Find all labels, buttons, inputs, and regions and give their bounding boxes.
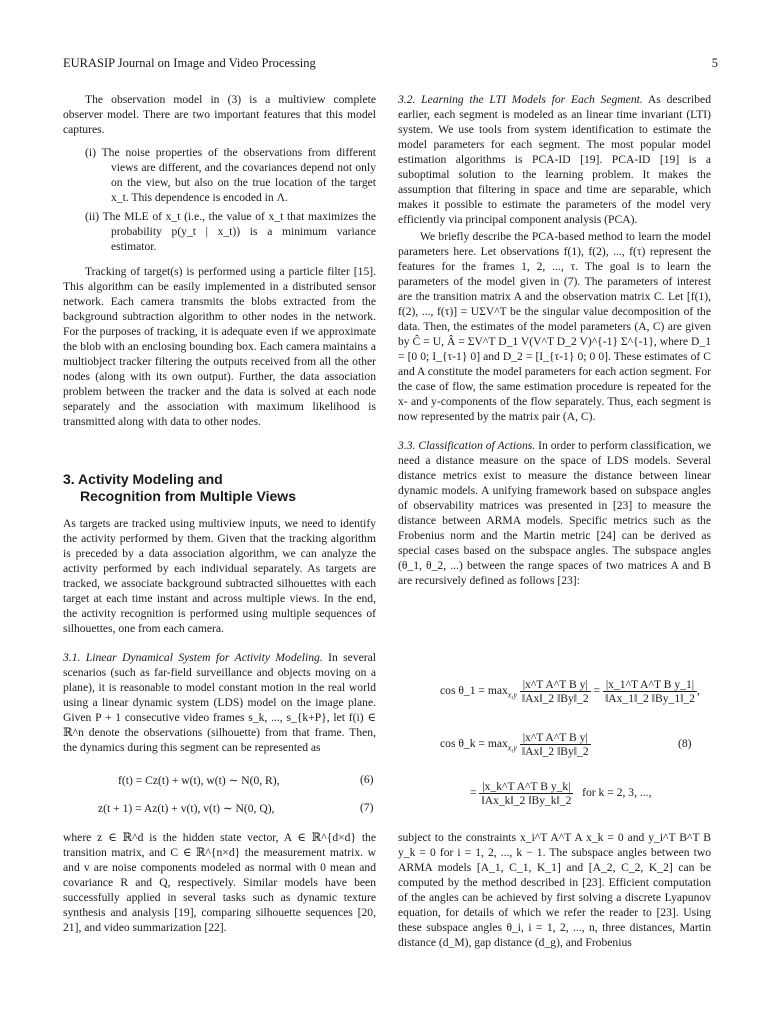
eq8-line3-condition: for k = 2, 3, ..., <box>582 786 652 800</box>
equation-8-line3: = $\frac{\text{|x\_k\textasciicircum{}T A\textasciicircum{}T B y\_k|}}{‖Ax\_k‖\_2 ‖By\_k‖\_2}$ for k = 2, 3, ..., <box>470 780 652 807</box>
left-column-section3 <box>63 516 376 755</box>
subsection-3-3-title: 3.3. Classification of Actions. <box>398 439 536 452</box>
eq8-line2-sub: x,y <box>507 743 517 753</box>
subsection-3-1 <box>63 650 376 755</box>
list-item-noise-properties: (i) The noise properties of the observations from different views are different, and the covariances depend not only on the view, but also on the true location of the target x_t. This dependence is encoded in Λ. <box>85 146 376 204</box>
paragraph-tracking: Tracking of target(s) is performed using a particle filter [15]. This algorithm can be easily implemented in a distributed sensor network. Each camera transmits the blobs extracted from the background subtraction algorithm to other nodes in the network. For the purposes of tracking, it is adequate even if we approximate the blob with an enclosing bounding box. Each camera maintains a multiobject tracker filtering the outputs received from all the other nodes (along with its own output). Further, the data association problem between the tracker and the data is solved at each node separately and the association with maximum likelihood is transmitted along with data to other nodes. <box>63 265 376 428</box>
equation-7-number: (7) <box>360 801 374 814</box>
eq8-line2-lhs: cos θ_k = max <box>440 737 508 751</box>
paragraph-activity-recognition: As targets are tracked using multiview inputs, we need to identify the activity performed by them. Given that the tracking algorithm is preceded by a data association algorithm, we can analyze the activity performed by each individual separately. As targets are tracked, we associate background subtracted silhouettes with each target at each time instant and across multiple views. In the end, the activity recognition is performed using multiple sequences of silhouettes, one from each camera. <box>63 517 376 635</box>
eq8-line3-num: |x_k^T A^T B y_k| <box>479 780 573 794</box>
equation-7: z(t + 1) = Az(t) + v(t), v(t) ∼ N(0, Q), <box>98 802 275 815</box>
subsection-3-2 <box>398 92 711 227</box>
eq8-line1-sub: x,y <box>507 690 517 700</box>
paragraph-subspace-constraints: subject to the constraints x_i^T A^T A x_k = 0 and y_i^T B^T B y_k = 0 for i = 1, 2, ..., k − 1. The subspace angles between two ARMA models [A_1, C_1, K_1] and [A_2, C_2, K_2] can be computed by the method described in [23]. Efficient computation of the angles can be achieved by first solving a discrete Lyapunov equation, for details of which we refer the reader to [23]. Using these subspace angles θ_i, i = 1, 2, ..., n, three distances, Martin distance (d_M), gap distance (d_g), and Frobenius <box>398 831 711 949</box>
eq8-line1-num2: |x_1^T A^T B y_1| <box>603 678 697 692</box>
left-column <box>63 92 376 429</box>
eq8-line1-lhs: cos θ_1 = max <box>440 684 508 698</box>
eq8-line1-num1: |x^T A^T B y| <box>520 678 591 692</box>
paragraph-observation-model: The observation model in (3) is a multiview complete observer model. There are two important features that this model captures. <box>63 93 376 136</box>
page-number: 5 <box>711 56 718 70</box>
right-column-bottom <box>398 830 711 950</box>
subsection-3-1-text: In several scenarios (such as far-field surveillance and objects moving on a plane), it is reasonable to model constant motion in the real world using a linear dynamic system (LDS) model on the image plane. Given P + 1 consecutive video frames s_k, ..., s_{k+P}, let f(i) ∈ ℝ^n denote the observations (silhouette) from that frame. Then, the dynamics during this segment can be represented as <box>63 651 376 754</box>
section-3-heading-line1: 3. Activity Modeling and <box>63 471 223 487</box>
equation-8-line1: cos θ_1 = $\max_{x,y}$ $\frac{\text{|x\textasciicircum{}T A\textasciicircum{}T B y|}}{‖Ax‖\_2 ‖By‖\_2}$ = $\frac{\text{|x\_1\textasciicircum{}T A\textasciicircum{}T B y\_1|}}{‖Ax\_1‖\_2 ‖By\_1‖\_2}$ , <box>440 678 700 705</box>
paragraph-pca-method: We briefly describe the PCA-based method to learn the model parameters here. Let observations f(1), f(2), ..., f(τ) represent the features for the frames 1, 2, ..., τ. The goal is to learn the parameters of the model given in (7). The parameters of interest are the transition matrix A and the observation matrix C. Let [f(1), f(2), ..., f(τ)] = UΣV^T be the singular value decomposition of the data. Then, the estimates of the model parameters (A, C) are given by Ĉ = U, Â = ΣV^T D_1 V(V^T D_2 V)^{-1} Σ^{-1}, where D_1 = [0 0; I_{τ-1} 0] and D_2 = [I_{τ-1} 0; 0 0]. These estimates of C and A constitute the model parameters for each action segment. For the case of flow, the same estimation procedure is repeated for the x- and y-components of the flow separately. Thus, each segment is now represented by the matrix pair (A, C). <box>398 230 711 423</box>
equation-8-line2 <box>440 731 591 758</box>
subsection-3-2-text: As described earlier, each segment is modeled as an linear time invariant (LTI) system. We use tools from system identification to estimate the model parameters for each segment. The most popular model estimation algorithms is PCA-ID [19]. PCA-ID [19] is a suboptimal solution to the learning problem. It makes the assumption that filtering in space and time are separable, which makes it possible to estimate the parameters of the model very efficiently via principal component analysis (PCA). <box>398 93 711 226</box>
running-header-journal: EURASIP Journal on Image and Video Processing <box>63 56 316 70</box>
list-item-mle: (ii) The MLE of x_t (i.e., the value of x_t that maximizes the probability p(y_t | x_t)) is a minimum variance estimator. <box>85 210 376 253</box>
eq8-line1-den2: ‖Ax_1‖_2 ‖By_1‖_2 <box>604 692 695 705</box>
left-column-bottom <box>63 830 376 935</box>
paragraph-model-definitions: where z ∈ ℝ^d is the hidden state vector, A ∈ ℝ^{d×d} the transition matrix, and C ∈ ℝ^{n×d} the measurement matrix. w and v are noise components modeled as normal with 0 mean and covariance R and Q, respectively. Similar models have been successfully applied in several tasks such as dynamic texture synthesis and analysis [19], comparing silhouette sequences [20, 21], and video summarization [22]. <box>63 831 376 934</box>
eq8-line2-num: |x^T A^T B y| <box>520 731 591 745</box>
subsection-3-3-text: In order to perform classification, we need a distance measure on the space of LDS models. Several distance metrics exist to measure the distance between linear dynamic models. A unifying framework based on subspace angles of observability matrices was presented in [23] to measure the distance between ARMA models. Specific metrics such as the Frobenius norm and the Martin metric [24] can be derived as special cases based on the subspace angles. The subspace angles (θ_1, θ_2, ...) between the range spaces of two matrices A and B are recursively defined as follows [23]: <box>398 439 711 587</box>
subsection-3-3 <box>398 438 711 588</box>
equation-6-number: (6) <box>360 773 374 786</box>
right-column <box>398 92 711 588</box>
subsection-3-1-title: 3.1. Linear Dynamical System for Activity Modeling. <box>63 651 323 664</box>
equation-8-number: (8) <box>678 737 692 750</box>
section-3-heading <box>63 471 376 505</box>
eq8-line3-den: ‖Ax_k‖_2 ‖By_k‖_2 <box>481 794 572 807</box>
equation-6: f(t) = Cz(t) + w(t), w(t) ∼ N(0, R), <box>118 774 280 787</box>
eq8-line1-den1: ‖Ax‖_2 ‖By‖_2 <box>521 692 589 705</box>
section-3-heading-line2: Recognition from Multiple Views <box>80 488 296 504</box>
eq8-line2-den: ‖Ax‖_2 ‖By‖_2 <box>521 745 589 758</box>
subsection-3-2-title: 3.2. Learning the LTI Models for Each Segment. <box>398 93 643 106</box>
